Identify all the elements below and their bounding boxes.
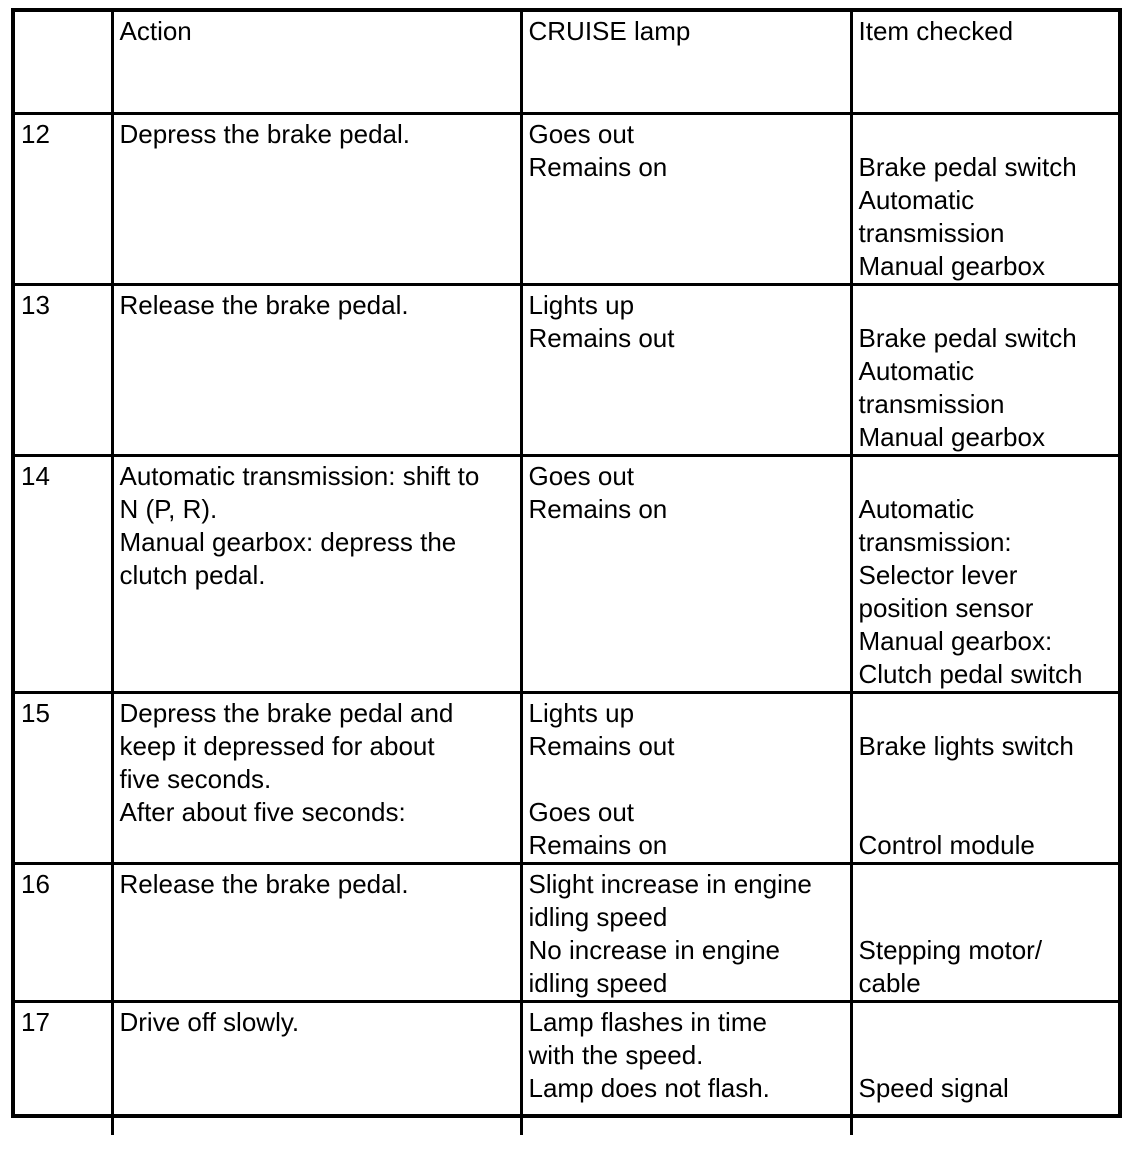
header-item-checked: Item checked [851,12,1118,113]
header-cruise-lamp: CRUISE lamp [521,12,851,113]
action-cell [112,455,521,692]
table-row [15,113,1118,284]
action-line: keep it depressed for about [119,730,435,761]
item-line: Automatic [858,355,975,386]
step-number: 13 [15,284,112,455]
item-line: Clutch pedal switch [858,658,1083,689]
table-row [15,455,1118,692]
lamp-cell [521,455,851,692]
lamp-cell [521,692,851,863]
item-cell [851,692,1118,863]
step-number: 16 [15,863,112,1001]
lamp-line: Remains on [528,151,668,182]
item-line: position sensor [858,592,1034,623]
item-line: Manual gearbox [858,421,1045,452]
item-cell [851,1001,1118,1135]
lamp-line: Goes out [528,460,635,491]
item-line: Stepping motor/ [858,934,1043,965]
action-cell [112,113,521,284]
lamp-line: Goes out [528,118,635,149]
lamp-line: Remains out [528,322,675,353]
action-line: Manual gearbox: depress the [119,526,457,557]
lamp-cell [521,1001,851,1135]
action-line: N (P, R). [119,493,218,524]
action-line: Depress the brake pedal and [119,697,454,728]
action-cell [112,1001,521,1135]
item-line: transmission [858,217,1005,248]
lamp-line: Lights up [528,697,635,728]
item-line: Selector lever [858,559,1018,590]
item-line: cable [858,967,921,998]
step-number: 14 [15,455,112,692]
lamp-line: Lamp does not flash. [528,1072,770,1103]
item-cell [851,863,1118,1001]
item-line: transmission: [858,526,1012,557]
header-row [15,12,1118,113]
item-line: Brake lights switch [858,730,1074,761]
lamp-line: No increase in engine [528,934,780,965]
action-cell [112,863,521,1001]
table-row [15,692,1118,863]
item-line: Manual gearbox: [858,625,1053,656]
table-row [15,1001,1118,1135]
item-line: Manual gearbox [858,250,1045,281]
header-action: Action [112,12,521,113]
item-line: Brake pedal switch [858,322,1077,353]
item-line: Automatic [858,184,975,215]
lamp-cell [521,284,851,455]
lamp-line: Remains out [528,730,675,761]
action-line: After about five seconds: [119,796,406,827]
action-cell [112,284,521,455]
action-line: Release the brake pedal. [119,289,409,320]
lamp-line: Lights up [528,289,635,320]
action-line: Automatic transmission: shift to [119,460,480,491]
lamp-line: Remains on [528,829,668,860]
item-cell [851,284,1118,455]
item-cell [851,113,1118,284]
step-number: 12 [15,113,112,284]
item-line: Automatic [858,493,975,524]
action-line: Depress the brake pedal. [119,118,411,149]
lamp-line: Slight increase in engine [528,868,812,899]
action-line: five seconds. [119,763,272,794]
item-line: Speed signal [858,1072,1009,1103]
action-cell [112,692,521,863]
lamp-cell [521,113,851,284]
table-row [15,863,1118,1001]
header-step [15,12,112,113]
cruise-control-test-table [15,12,1118,1135]
action-line: Drive off slowly. [119,1006,300,1037]
lamp-line: idling speed [528,901,668,932]
item-cell [851,455,1118,692]
lamp-cell [521,863,851,1001]
lamp-line: Remains on [528,493,668,524]
item-line: transmission [858,388,1005,419]
lamp-line: Goes out [528,796,635,827]
lamp-line: with the speed. [528,1039,704,1070]
item-line: Control module [858,829,1035,860]
lamp-line: Lamp flashes in time [528,1006,767,1037]
table-row [15,284,1118,455]
lamp-line: idling speed [528,967,668,998]
step-number: 17 [15,1001,112,1135]
action-line: clutch pedal. [119,559,266,590]
item-line: Brake pedal switch [858,151,1077,182]
action-line: Release the brake pedal. [119,868,409,899]
step-number: 15 [15,692,112,863]
